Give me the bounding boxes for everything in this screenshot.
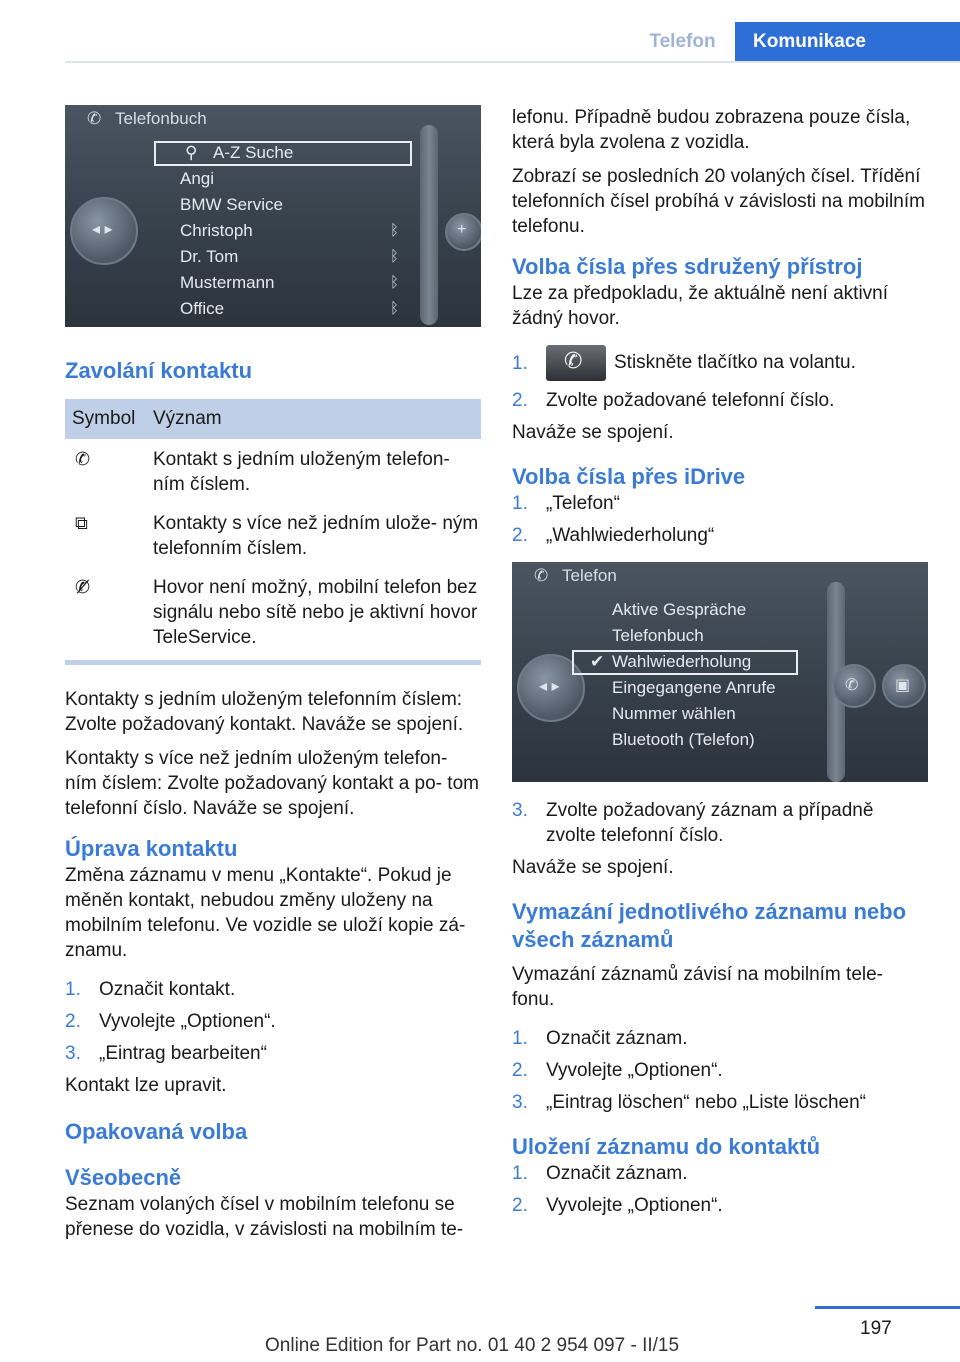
footer-rule	[815, 1306, 960, 1309]
menu-item: BMW Service	[180, 195, 283, 214]
list-item: 2. Zvolte požadované telefonní číslo.	[512, 390, 835, 411]
paragraph: Změna záznamu v menu „Kontakte“. Pokud je měněn kontakt, nebudou změny uloženy na mobilním telefonu. Ve vozidle se uloží kopie zá‐ znamu.	[65, 865, 466, 961]
header-rule	[65, 61, 960, 63]
table-header-cell: Symbol	[72, 408, 136, 429]
heading-ulozeni: Uložení záznamu do kontaktů	[512, 1134, 821, 1159]
paragraph: Naváže se spojení.	[512, 857, 674, 878]
symbol-table	[65, 399, 481, 665]
search-icon: ⚲	[185, 143, 198, 162]
steering-phone-button-icon: ✆	[546, 345, 606, 381]
list-item: 2. Vyvolejte „Optionen“.	[512, 1060, 723, 1081]
menu-item: Nummer wählen	[612, 704, 736, 723]
list-item: 1. Označit záznam.	[512, 1163, 688, 1184]
menu-item: Eingegangene Anrufe	[612, 678, 776, 697]
bluetooth-icon: ᛒ	[390, 222, 400, 239]
menu-item: Dr. Tom	[180, 247, 239, 266]
heading-zavolani: Zavolání kontaktu	[65, 358, 253, 383]
header-chapter: Komunikace	[735, 22, 960, 62]
phone-menu-icon: ✆	[832, 664, 876, 708]
paragraph: Kontakty s jedním uloženým telefonním číslem: Zvolte požadovaný kontakt. Naváže se spojení.	[65, 689, 464, 735]
paragraph: Naváže se spojení.	[512, 422, 674, 443]
edition-note: Online Edition for Part no. 01 40 2 954 097 - II/15	[265, 1335, 680, 1356]
list-item: 2. Vyvolejte „Optionen“.	[65, 1011, 276, 1032]
list-item: 3. „Eintrag löschen“ nebo „Liste löschen“	[512, 1092, 867, 1113]
list-item: 2. „Wahlwiederholung“	[512, 525, 715, 546]
screen-title: Telefonbuch	[115, 109, 207, 128]
paragraph: Vymazání záznamů závisí na mobilním tele‐ fonu.	[512, 964, 884, 1010]
table-bottom-rule	[65, 660, 481, 665]
paragraph: Lze za předpokladu, že aktuálně není aktivní žádný hovor.	[512, 283, 889, 329]
table-header-cell: Význam	[153, 408, 222, 429]
menu-item: Office	[180, 299, 225, 318]
heading-uprava: Úprava kontaktu	[65, 836, 238, 861]
paragraph: Zobrazí se posledních 20 volaných čísel. Třídění telefonních čísel probíhá v závislosti na mobilním telefonu.	[512, 166, 925, 237]
table-cell: Kontakt s jedním uloženým telefon‐ ním číslem.	[153, 449, 450, 495]
paragraph: Seznam volaných čísel v mobilním telefonu se přenese do vozidla, v závislosti na mobilním te‐	[65, 1194, 464, 1240]
menu-item: Angi	[180, 169, 215, 188]
bluetooth-icon: ᛒ	[390, 274, 400, 291]
list-item: 3. „Eintrag bearbeiten“	[65, 1043, 267, 1064]
steps-list	[512, 491, 928, 548]
left-column	[65, 105, 481, 1251]
phone-icon: ✆	[534, 566, 549, 585]
table-header	[65, 399, 481, 439]
table-cell: Kontakty s více než jedním ulože‐ ným telefonním číslem.	[153, 513, 479, 559]
list-item: 1. Označit kontakt.	[65, 979, 236, 1000]
steps-list	[512, 1026, 928, 1115]
heading-sdruzeny: Volba čísla přes sdružený přístroj	[512, 254, 863, 279]
right-column	[512, 105, 928, 1225]
list-item: 3. Zvolte požadovaný záznam a případně zvolte telefonní číslo.	[512, 800, 874, 846]
menu-item: Telefonbuch	[612, 626, 704, 645]
multi-number-icon: ⧉	[75, 513, 88, 533]
screen-title: Telefon	[562, 566, 617, 585]
bluetooth-icon: ᛒ	[390, 248, 400, 265]
list-item: 2. Vyvolejte „Optionen“.	[512, 1195, 723, 1216]
steps-list	[512, 345, 928, 413]
menu-item: Christoph	[180, 221, 253, 240]
plus-icon: +	[445, 213, 481, 251]
screen-telefonbuch	[65, 105, 481, 327]
table-cell: Hovor není možný, mobilní telefon bez signálu nebo sítě nebo je aktivní hovor TeleService.	[153, 577, 478, 648]
menu-item: Bluetooth (Telefon)	[612, 730, 755, 749]
header-section: Telefon	[649, 31, 716, 52]
menu-item-selected: Wahlwiederholung	[612, 652, 752, 671]
screen-rail	[420, 125, 438, 325]
steps-list	[65, 977, 481, 1066]
table-row	[65, 497, 481, 561]
page-number: 197	[860, 1318, 892, 1339]
controller-knob: ◂ ▸	[70, 197, 138, 265]
heading-opakovana: Opakovaná volba	[65, 1119, 248, 1144]
steps-list	[512, 798, 928, 848]
controller-knob: ◂ ▸	[517, 654, 585, 722]
options-icon: ▣	[882, 664, 926, 708]
table-row	[65, 439, 481, 497]
heading-vymazani: Vymazání jednotlivého záznamu nebo všech záznamů	[512, 899, 907, 952]
phone-icon: ✆	[75, 449, 91, 469]
list-item: 1. „Telefon“	[512, 493, 620, 514]
steps-list	[512, 1161, 928, 1218]
paragraph: lefonu. Případně budou zobrazena pouze čísla, která byla zvolena z vozidla.	[512, 107, 911, 153]
bluetooth-icon: ᛒ	[390, 300, 400, 317]
checkmark-icon: ✔	[590, 652, 605, 671]
heading-vseobecne: Všeobecně	[65, 1165, 182, 1190]
list-item: 1. ✆ Stiskněte tlačítko na volantu.	[512, 345, 928, 381]
phone-icon: ✆	[87, 109, 102, 128]
list-item: 1. Označit záznam.	[512, 1028, 688, 1049]
heading-idrive: Volba čísla přes iDrive	[512, 464, 746, 489]
menu-item: Mustermann	[180, 273, 275, 292]
paragraph: Kontakty s více než jedním uloženým telefon‐ ním číslem: Zvolte požadovaný kontakt a po‐ tom telefonní číslo. Naváže se spojení.	[65, 748, 479, 819]
no-call-icon: ✆̸	[75, 577, 91, 597]
screen-telefon	[512, 562, 928, 782]
menu-item: Aktive Gespräche	[612, 600, 747, 619]
paragraph: Kontakt lze upravit.	[65, 1075, 227, 1096]
menu-item: A-Z Suche	[213, 143, 294, 162]
table-row	[65, 561, 481, 650]
